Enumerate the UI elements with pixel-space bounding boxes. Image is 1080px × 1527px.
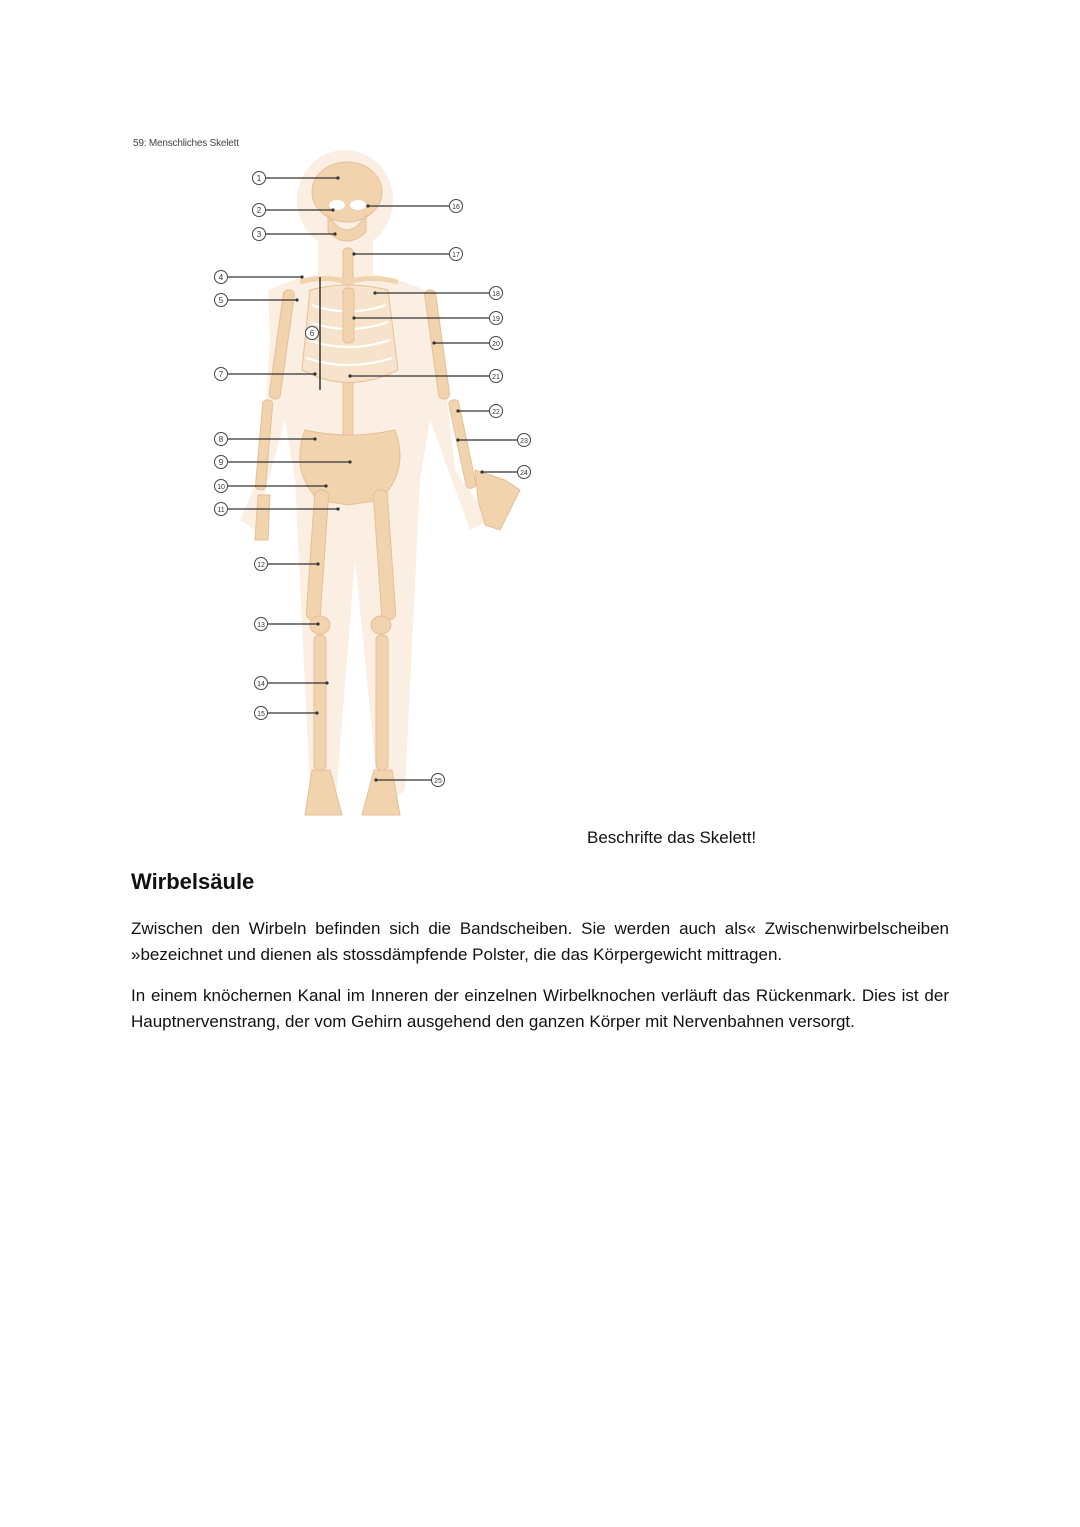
section-title: Wirbelsäule (131, 869, 255, 894)
leader-dot (331, 208, 334, 211)
leader-dot (374, 778, 377, 781)
label-number: 4 (218, 273, 224, 282)
leader-dot (336, 176, 339, 179)
label-number: 7 (218, 370, 224, 379)
leader-dot (333, 232, 336, 235)
leader-dot (352, 252, 355, 255)
figure-caption: 59: Menschliches Skelett (133, 138, 239, 149)
label-number: 11 (217, 507, 225, 514)
leader-dot (480, 470, 483, 473)
label-number: 12 (257, 562, 265, 569)
label-number: 1 (256, 174, 262, 183)
leader-dot (456, 409, 459, 412)
label-number: 14 (257, 681, 265, 688)
leader-dot (373, 291, 376, 294)
leader-dot (348, 460, 351, 463)
label-marker-22 (456, 405, 502, 418)
skull (312, 162, 382, 222)
leader-dot (315, 711, 318, 714)
label-number: 9 (218, 458, 224, 467)
leader-dot (352, 316, 355, 319)
leader-dot (456, 438, 459, 441)
leader-dot (313, 437, 316, 440)
label-number: 18 (492, 291, 500, 298)
leader-dot (325, 681, 328, 684)
leader-dot (313, 372, 316, 375)
label-number: 24 (520, 470, 528, 477)
label-number: 15 (257, 711, 265, 718)
sternum (343, 288, 354, 343)
label-number: 3 (256, 230, 262, 239)
label-number: 13 (257, 622, 265, 629)
leader-dot (324, 484, 327, 487)
leader-dot (316, 622, 319, 625)
label-number: 8 (218, 435, 224, 444)
paragraph: In einem knöchernen Kanal im Inneren der einzelnen Wirbelknochen verläuft das Rückenmark. Dies ist der Hauptnervenstrang, der vom Gehirn ausgehend den ganzen Körper mit Nervenbahnen versorgt. (131, 986, 949, 1031)
leader-dot (366, 204, 369, 207)
label-number: 5 (218, 296, 224, 305)
label-number: 16 (452, 204, 460, 211)
left-tibia (314, 635, 326, 770)
leader-dot (348, 374, 351, 377)
skeleton-bones (255, 162, 520, 815)
leader-dot (295, 298, 298, 301)
leader-dot (300, 275, 303, 278)
paragraph: Zwischen den Wirbeln befinden sich die Bandscheiben. Sie werden auch als« Zwischenwirbelscheiben »bezeichnet und dienen als stossdämpfende Polster, die das Körpergewicht mittragen. (131, 919, 949, 964)
label-number: 23 (520, 438, 528, 445)
label-number: 21 (492, 374, 500, 381)
label-number: 25 (434, 778, 442, 785)
label-number: 2 (256, 206, 262, 215)
label-number: 20 (492, 341, 500, 348)
left-hand (255, 495, 270, 540)
label-number: 19 (492, 316, 500, 323)
label-number: 22 (492, 409, 500, 416)
leader-dot (336, 507, 339, 510)
label-number: 17 (452, 252, 460, 259)
leader-dot (432, 341, 435, 344)
label-number: 10 (217, 484, 225, 491)
label-number: 6 (309, 329, 315, 338)
leader-dot (316, 562, 319, 565)
instruction-text: Beschrifte das Skelett! (587, 828, 757, 847)
right-tibia (376, 635, 388, 770)
